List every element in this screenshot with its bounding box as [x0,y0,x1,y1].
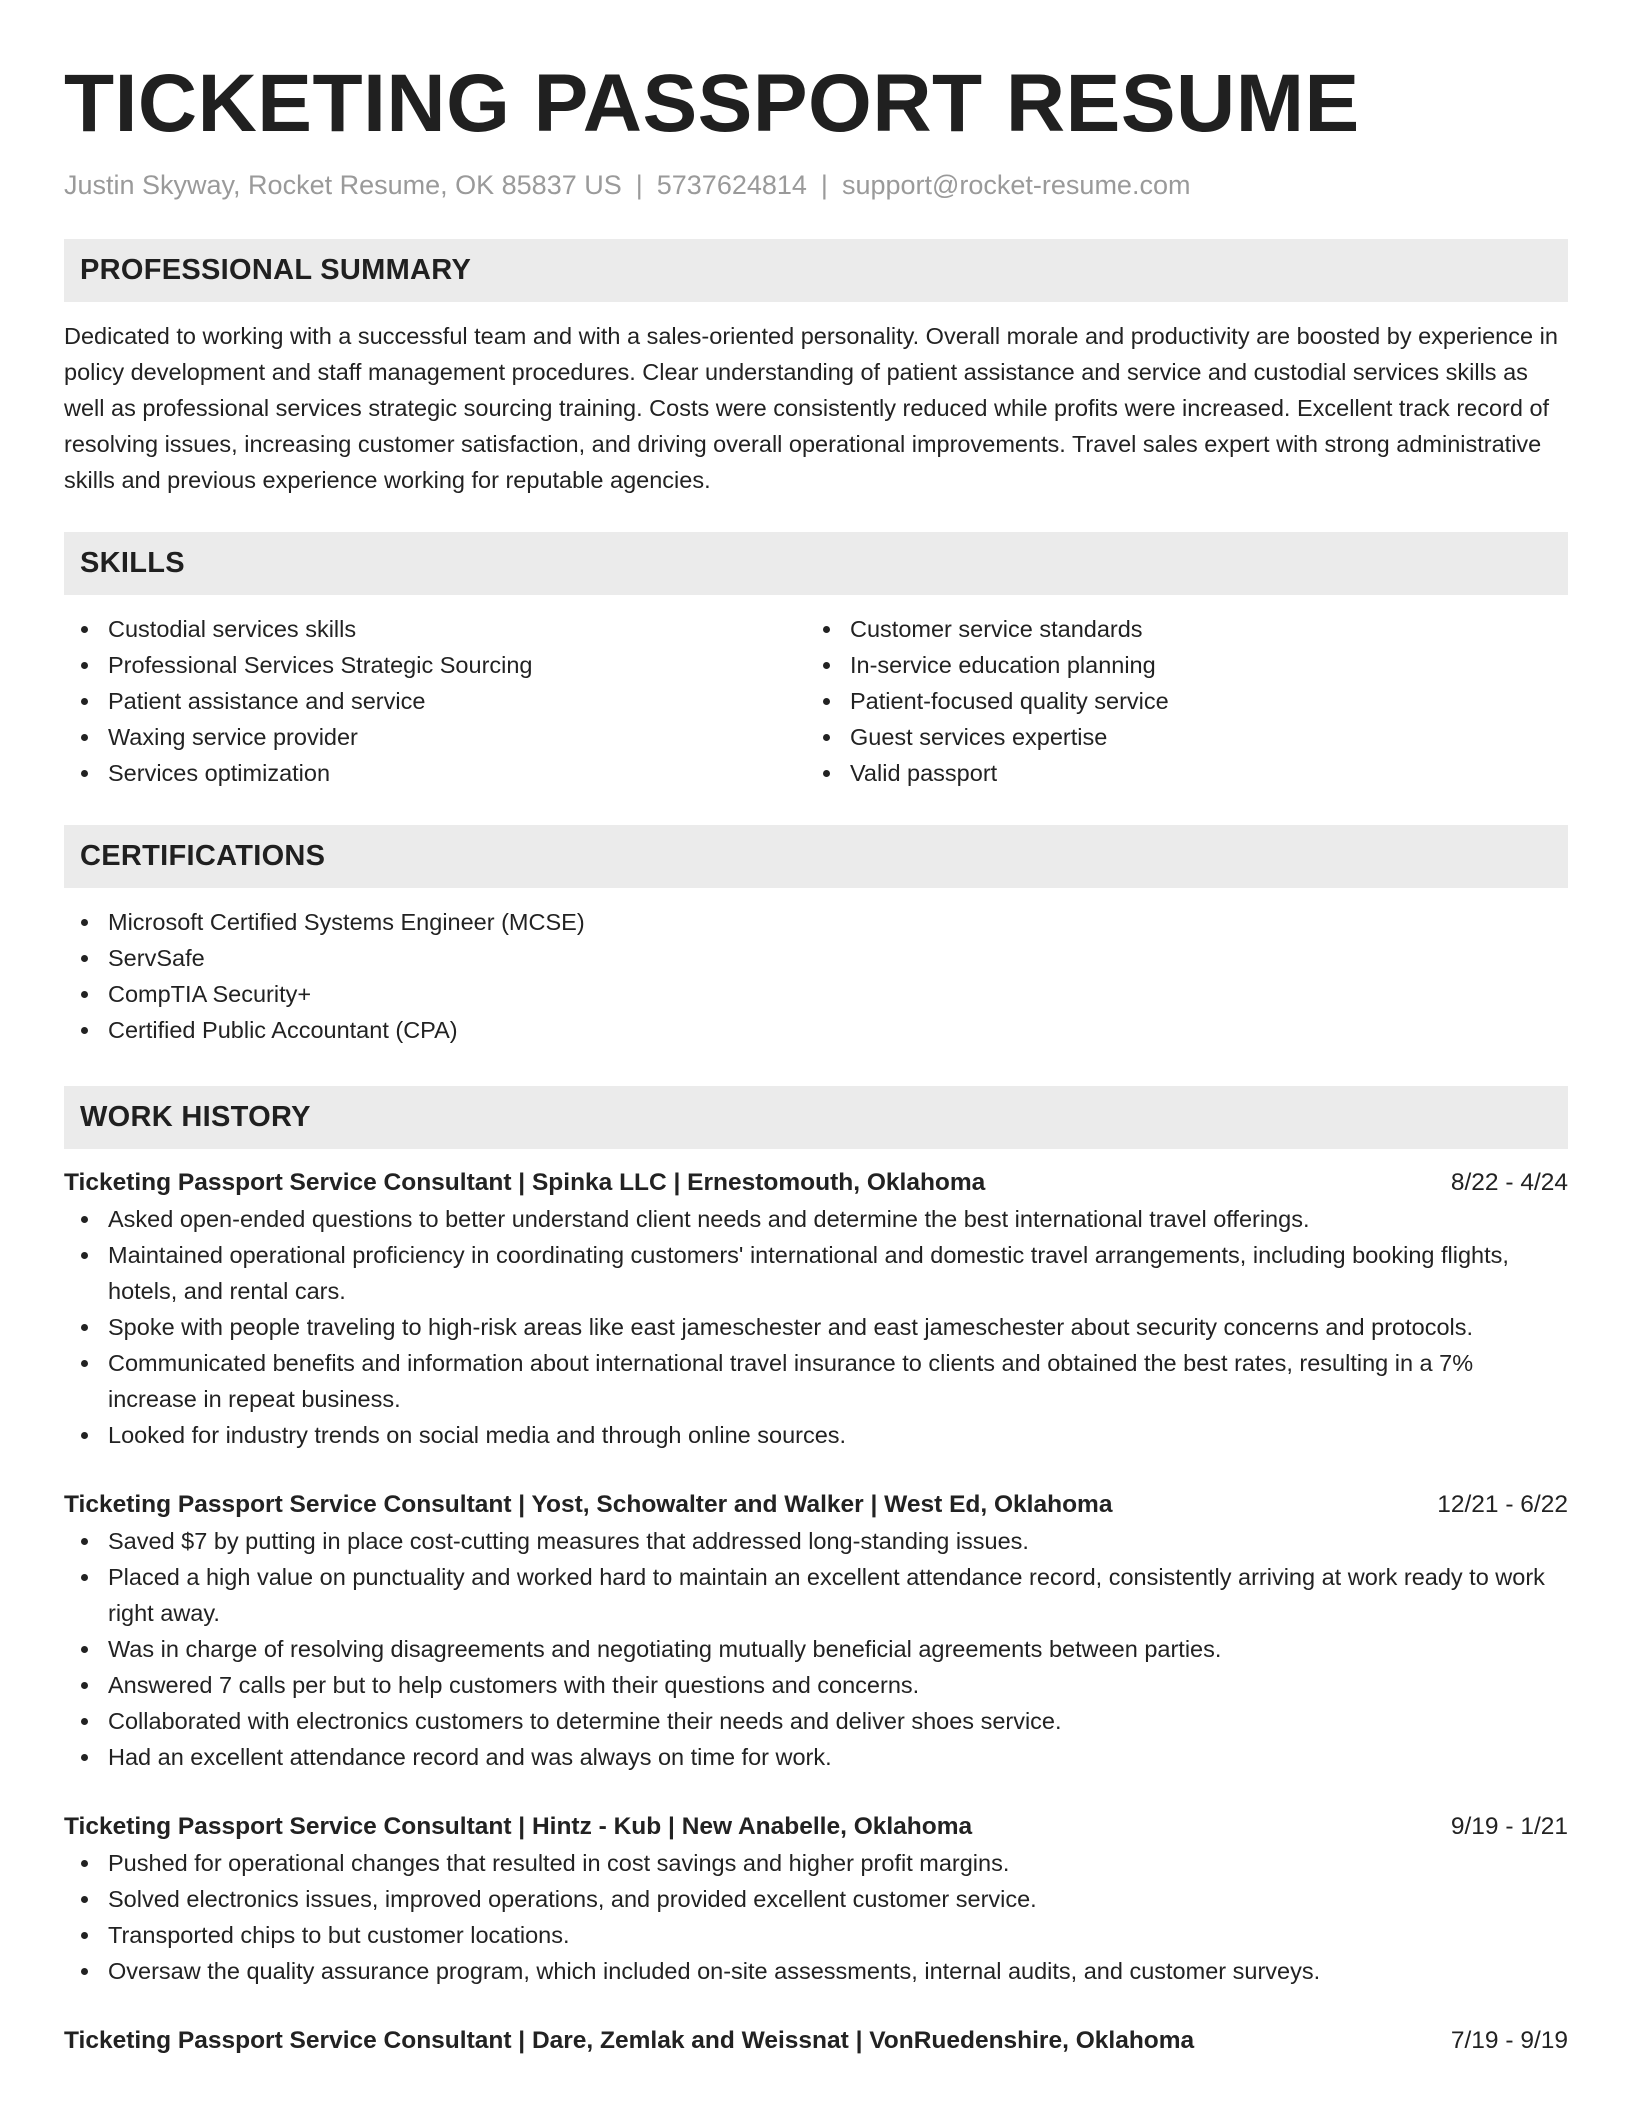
contact-separator: | [820,170,828,200]
skill-item: Patient-focused quality service [806,683,1548,719]
job-header [64,2023,1568,2059]
contact-separator: | [635,170,643,200]
section-header-work-history: WORK HISTORY [64,1086,1568,1149]
job-bullets [64,1523,1568,1775]
skill-item: Professional Services Strategic Sourcing [64,647,806,683]
job-bullet: Communicated benefits and information about international travel insurance to clients and obtained the best rates, resulting in a 7% increase in repeat business. [64,1345,1568,1417]
job-dates: 9/19 - 1/21 [1450,1813,1568,1840]
certification-item: ServSafe [64,940,1568,976]
section-header-skills: SKILLS [64,532,1568,595]
resume-title: TICKETING PASSPORT RESUME [64,58,1360,149]
job-bullet: Had an excellent attendance record and was always on time for work. [64,1739,1568,1775]
certifications-list [64,904,1568,1048]
job-bullet: Answered 7 calls per but to help customers with their questions and concerns. [64,1667,1568,1703]
job-header [64,1809,1568,1845]
job-header [64,1487,1568,1523]
job-bullet: Was in charge of resolving disagreements and negotiating mutually beneficial agreements between parties. [64,1631,1568,1667]
certification-item: Certified Public Accountant (CPA) [64,1012,1568,1048]
job-header [64,1165,1568,1201]
job-entry [64,1165,1568,1453]
resume-page [64,0,1568,2059]
job-dates: 7/19 - 9/19 [1450,2027,1568,2054]
job-bullet: Transported chips to but customer locations. [64,1917,1568,1953]
job-bullets [64,1201,1568,1453]
contact-line [64,168,1568,202]
job-entry [64,1487,1568,1775]
job-bullet: Maintained operational proficiency in coordinating customers' international and domestic travel arrangements, including booking flights, hotels, and rental cars. [64,1237,1568,1309]
job-bullet: Placed a high value on punctuality and worked hard to maintain an excellent attendance record, consistently arriving at work ready to work right away. [64,1559,1568,1631]
job-bullet: Collaborated with electronics customers to determine their needs and deliver shoes service. [64,1703,1568,1739]
skill-item: Waxing service provider [64,719,806,755]
skill-item: In-service education planning [806,647,1548,683]
section-header-certifications: CERTIFICATIONS [64,825,1568,888]
certification-item: Microsoft Certified Systems Engineer (MCSE) [64,904,1568,940]
skill-item: Custodial services skills [64,611,806,647]
skills-list-left [64,611,806,791]
job-bullet: Spoke with people traveling to high-risk areas like east jameschester and east jameschester about security concerns and protocols. [64,1309,1568,1345]
job-bullet: Solved electronics issues, improved operations, and provided excellent customer service. [64,1881,1568,1917]
contact-phone: 5737624814 [656,170,807,200]
job-bullets [64,1845,1568,1989]
contact-address: Justin Skyway, Rocket Resume, OK 85837 US [64,170,622,200]
job-entry [64,2023,1568,2059]
section-header-summary: PROFESSIONAL SUMMARY [64,239,1568,302]
job-bullet: Oversaw the quality assurance program, which included on-site assessments, internal audits, and customer surveys. [64,1953,1568,1989]
job-bullet: Looked for industry trends on social media and through online sources. [64,1417,1568,1453]
skill-item: Services optimization [64,755,806,791]
certification-item: CompTIA Security+ [64,976,1568,1012]
contact-email: support@rocket-resume.com [841,170,1191,200]
skill-item: Guest services expertise [806,719,1548,755]
job-title: Ticketing Passport Service Consultant | Hintz - Kub | New Anabelle, Oklahoma [64,1813,973,1840]
summary-text: Dedicated to working with a successful team and with a sales-oriented personality. Overall morale and productivity are boosted by experience in policy development and staff management procedures. Clear understanding of patient assistance and service and custodial services skills as well as professional services strategic sourcing training. Costs were consistently reduced while profits were increased. Excellent track record of resolving issues, increasing customer satisfaction, and driving overall operational improvements. Travel sales expert with strong administrative skills and previous experience working for reputable agencies. [64,323,1558,493]
skill-item: Customer service standards [806,611,1548,647]
job-entry [64,1809,1568,1989]
skill-item: Patient assistance and service [64,683,806,719]
job-bullet: Asked open-ended questions to better understand client needs and determine the best international travel offerings. [64,1201,1568,1237]
job-bullet: Pushed for operational changes that resulted in cost savings and higher profit margins. [64,1845,1568,1881]
job-dates: 8/22 - 4/24 [1450,1169,1568,1196]
job-title: Ticketing Passport Service Consultant | Spinka LLC | Ernestomouth, Oklahoma [64,1169,986,1196]
skills-list-right [806,611,1548,791]
job-dates: 12/21 - 6/22 [1437,1491,1568,1518]
job-title: Ticketing Passport Service Consultant | Yost, Schowalter and Walker | West Ed, Oklahoma [64,1491,1113,1518]
job-bullet: Saved $7 by putting in place cost-cutting measures that addressed long-standing issues. [64,1523,1568,1559]
skills-grid [64,611,1568,791]
skill-item: Valid passport [806,755,1548,791]
job-title: Ticketing Passport Service Consultant | Dare, Zemlak and Weissnat | VonRuedenshire, Oklahoma [64,2027,1195,2054]
